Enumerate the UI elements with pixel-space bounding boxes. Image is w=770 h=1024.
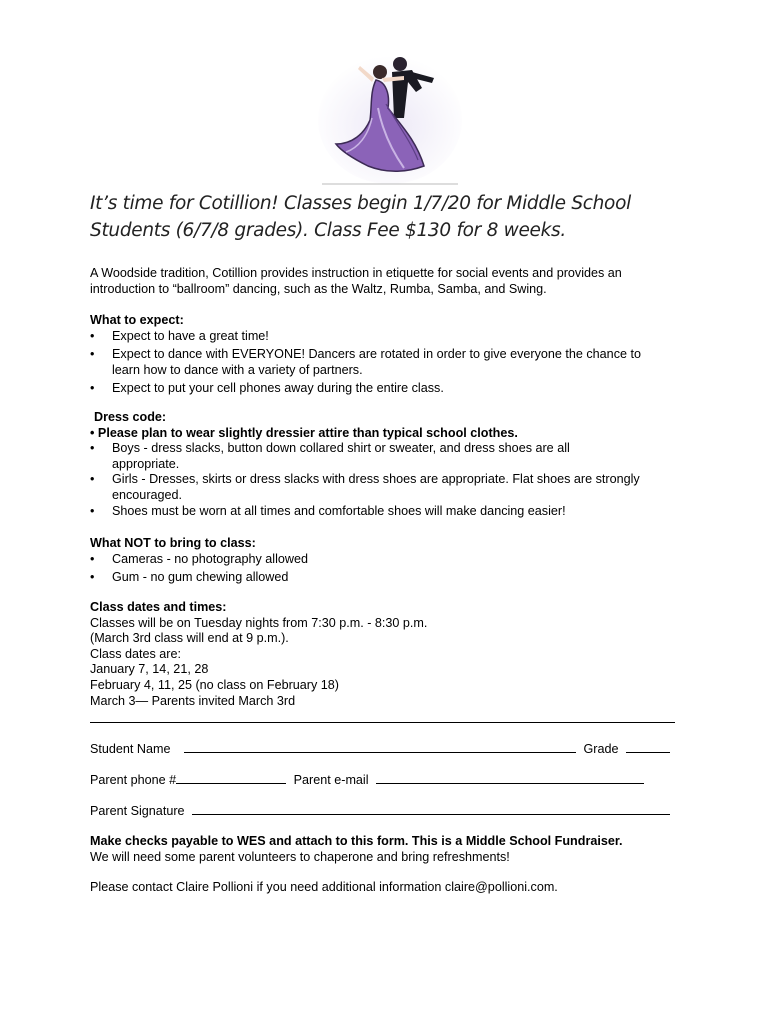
dates-line: January 7, 14, 21, 28 (90, 662, 209, 677)
student-row (90, 740, 680, 756)
expect-heading: What to expect: (90, 313, 184, 327)
list-item: • Girls - Dresses, skirts or dress slacks with dress shoes are appropriate. Flat shoes are strongly encouraged. (90, 472, 652, 503)
list-item: • Gum - no gum chewing allowed (90, 570, 690, 586)
dress-lead: • Please plan to wear slightly dressier attire than typical school clothes. (90, 425, 518, 440)
student-name-field[interactable] (184, 740, 576, 753)
dates-line: Class dates are: (90, 646, 181, 661)
dates-line: Classes will be on Tuesday nights from 7:30 p.m. - 8:30 p.m. (90, 615, 428, 630)
cutoff-divider (90, 722, 675, 723)
dates-heading: Class dates and times: (90, 600, 227, 614)
signature-row (90, 802, 680, 818)
notbring-heading: What NOT to bring to class: (90, 536, 256, 550)
expect-list (90, 329, 690, 397)
student-name-label: Student Name (90, 742, 171, 756)
dates-line: March 3— Parents invited March 3rd (90, 693, 296, 708)
dress-heading: Dress code: (94, 410, 167, 424)
parent-email-label: Parent e-mail (293, 773, 369, 787)
list-item: • Expect to put your cell phones away during the entire class. (90, 381, 690, 397)
dress-list (90, 441, 690, 519)
list-item: • Expect to have a great time! (90, 329, 690, 345)
dress-lead-text: Please plan to wear slightly dressier attire than typical school clothes. (97, 425, 518, 440)
parent-contact-row (90, 771, 680, 787)
dates-line: February 4, 11, 25 (no class on February 18) (90, 677, 339, 692)
parent-phone-field[interactable] (176, 771, 286, 784)
dress-section (90, 410, 690, 519)
notbring-section (90, 536, 690, 586)
dates-line: (March 3rd class will end at 9 p.m.). (90, 631, 289, 646)
list-item: • Expect to dance with EVERYONE! Dancers are rotated in order to give everyone the chance to learn how to dance with a variety of partners. (90, 347, 642, 378)
notbring-list (90, 552, 690, 586)
checks-note (90, 834, 690, 865)
list-item: • Cameras - no photography allowed (90, 552, 690, 568)
list-item: • Boys - dress slacks, button down collared shirt or sweater, and dress shoes are all appropriate. (90, 441, 622, 472)
parent-email-field[interactable] (376, 771, 644, 784)
parent-signature-label: Parent Signature (90, 804, 185, 818)
grade-label: Grade (583, 742, 619, 756)
list-item: • Shoes must be worn at all times and comfortable shoes will make dancing easier! (90, 504, 690, 520)
expect-section (90, 313, 690, 397)
ballroom-dancers-illustration (312, 48, 462, 188)
grade-field[interactable] (626, 740, 670, 753)
contact-text: Please contact Claire Pollioni if you need additional information claire@pollioni.com. (90, 880, 558, 894)
checks-text: Make checks payable to WES and attach to this form. This is a Middle School Fundraiser. (90, 834, 623, 848)
headline: It’s time for Cotillion! Classes begin 1/7/20 for Middle School Students (6/7/8 grades). Class Fee $130 for 8 weeks. (90, 193, 631, 241)
intro-paragraph: A Woodside tradition, Cotillion provides instruction in etiquette for social events and provides an introduction to “ballroom” dancing, such as the Waltz, Rumba, Samba, and Swing. (90, 266, 622, 296)
parent-phone-label: Parent phone # (90, 773, 177, 787)
volunteers-text: We will need some parent volunteers to chaperone and bring refreshments! (90, 849, 510, 864)
dates-section (90, 600, 690, 709)
parent-signature-field[interactable] (192, 802, 670, 815)
